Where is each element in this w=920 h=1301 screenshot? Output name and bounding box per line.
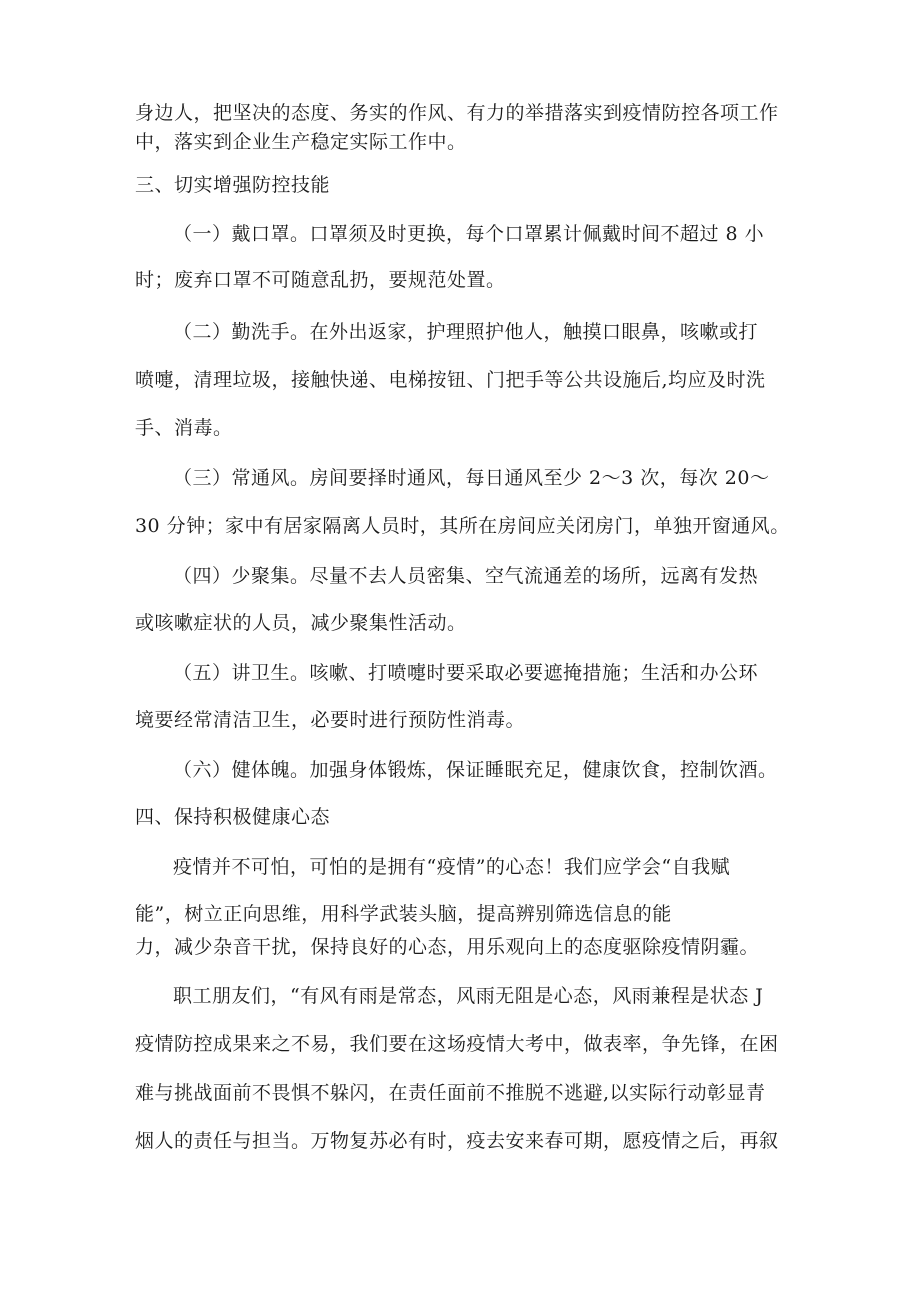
text-line: 疫情防控成果来之不易，我们要在这场疫情大考中，做表率，争先锋，在困 [135, 1033, 779, 1055]
text-line: 30 分钟；家中有居家隔离人员时，其所在房间应关闭房门，单独开窗通风。 [135, 515, 790, 537]
text-line: 力，减少杂音干扰，保持良好的心态，用乐观向上的态度驱除疫情阴霾。 [135, 936, 760, 958]
section-heading: 四、保持积极健康心态 [135, 806, 331, 828]
text-line: （一）戴口罩。口罩须及时更换，每个口罩累计佩戴时间不超过 8 小 [173, 223, 765, 245]
text-line: 能”，树立正向思维，用科学武装头脑，提高辨别筛选信息的能 [135, 903, 672, 925]
text-line: （三）常通风。房间要择时通风，每日通风至少 2～3 次，每次 20～ [173, 467, 770, 489]
text-line: 职工朋友们，“有风有雨是常态，风雨无阻是心态，风雨兼程是状态 J [173, 985, 764, 1007]
text-line: 身边人，把坚决的态度、务实的作风、有力的举措落实到疫情防控各项工作 [135, 102, 779, 124]
section-heading: 三、切实增强防控技能 [135, 174, 331, 196]
text-line: 喷嚏，清理垃圾，接触快递、电梯按钮、门把手等公共设施后,均应及时洗 [135, 369, 766, 391]
text-line: 手、消毒。 [135, 417, 233, 439]
text-line: 疫情并不可怕，可怕的是拥有“疫情”的心态！我们应学会“自我赋 [173, 856, 731, 878]
text-line: 时；废弃口罩不可随意乱扔，要规范处置。 [135, 269, 506, 291]
text-line: 或咳嗽症状的人员，减少聚集性活动。 [135, 612, 467, 634]
text-line: （六）健体魄。加强身体锻炼，保证睡眠充足，健康饮食，控制饮酒。 [173, 759, 778, 781]
text-line: （二）勤洗手。在外出返家，护理照护他人，触摸口眼鼻，咳嗽或打 [173, 321, 759, 343]
text-line: 难与挑战面前不畏惧不躲闪，在责任面前不推脱不逃避,以实际行动彰显青 [135, 1082, 766, 1104]
text-line: 烟人的责任与担当。万物复苏必有时，疫去安来春可期，愿疫情之后，再叙 [135, 1130, 779, 1152]
text-line: （四）少聚集。尽量不去人员密集、空气流通差的场所，远离有发热 [173, 565, 759, 587]
text-line: （五）讲卫生。咳嗽、打喷嚏时要采取必要遮掩措施；生活和办公环 [173, 662, 759, 684]
text-line: 境要经常清洁卫生，必要时进行预防性消毒。 [135, 709, 526, 731]
text-line: 中，落实到企业生产稳定实际工作中。 [135, 131, 467, 153]
